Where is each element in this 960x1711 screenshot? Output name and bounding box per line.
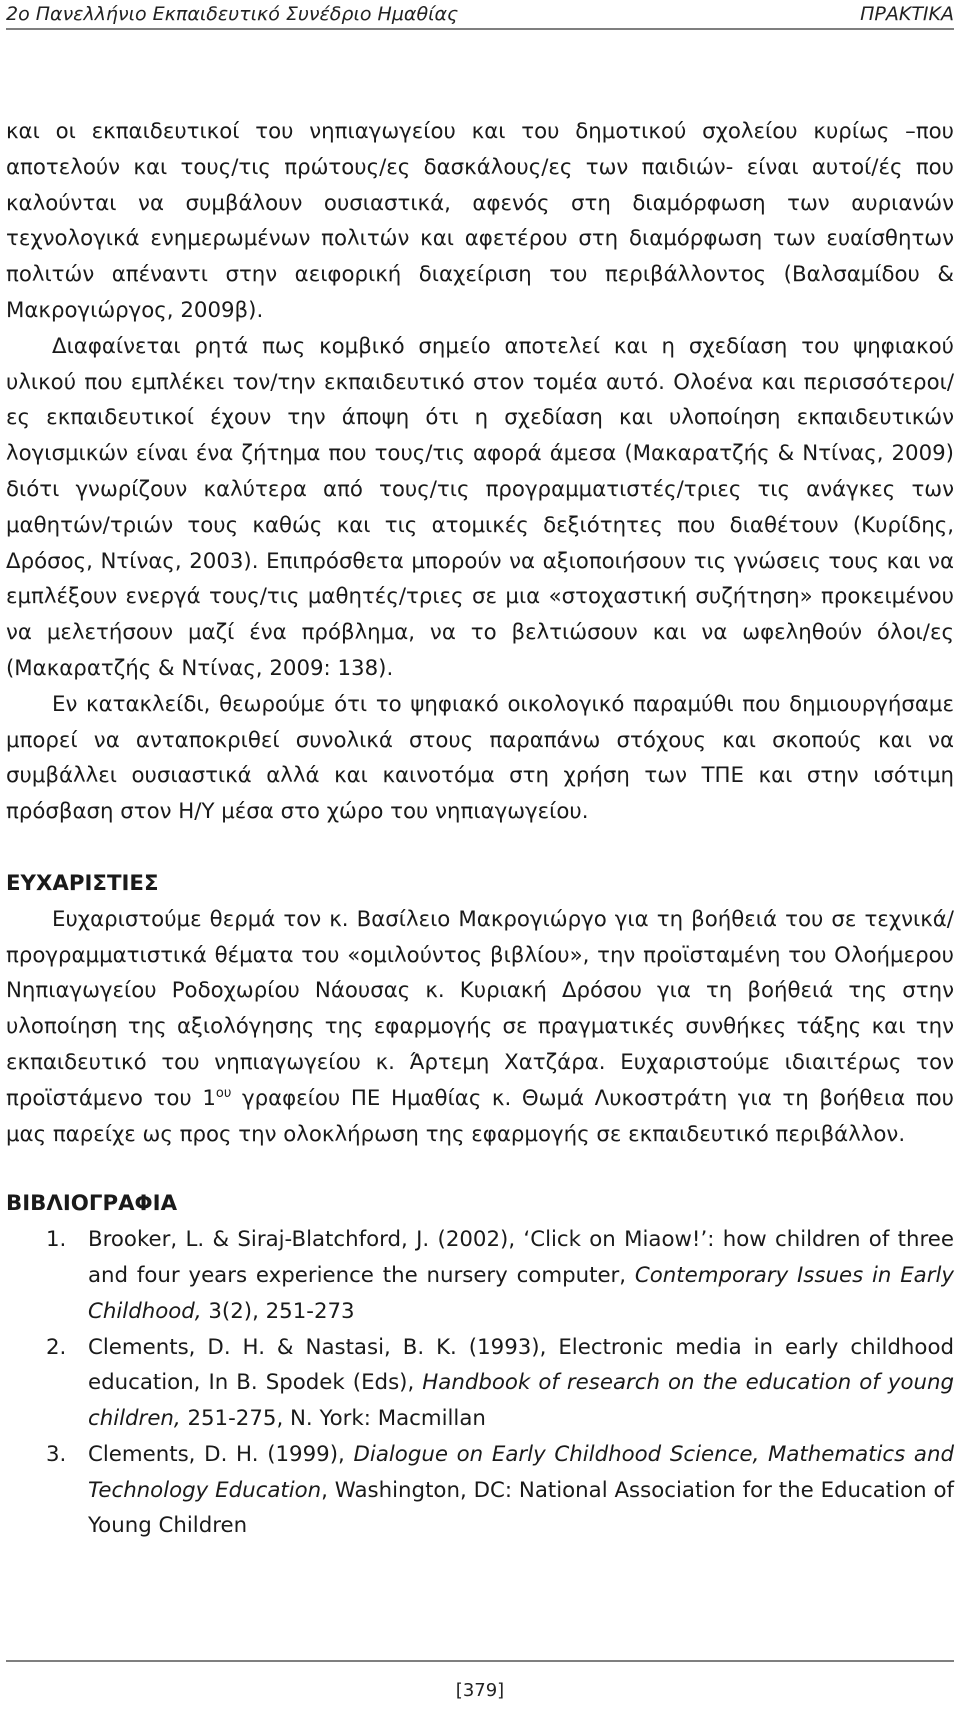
bibliography-number: 2. bbox=[46, 1334, 67, 1360]
reference-details: 251-275, N. York: Macmillan bbox=[180, 1406, 486, 1432]
bibliography-item-2 bbox=[6, 1330, 954, 1437]
body-paragraph-1: και οι εκπαιδευτικοί του νηπιαγωγείου και του δημοτικού σχολείου κυρίως –που αποτελούν και τους/τις πρώτους/ες δασκάλους/ες των παιδιών- είναι αυτοί/ές που καλούνται να συμβάλουν ουσιαστικά, αφενός στη διαμόρφωση των αυριανών τεχνολογικά ενημερωμένων πολιτών και αφετέρου στη διαμόρφωση των ευαίσθητων πολιτών απέναντι στην αειφορική διαχείριση του περιβάλλοντος (Βαλσαμίδου & Μακρογιώργος, 2009β). bbox=[6, 119, 954, 323]
page-number: [379] bbox=[455, 1680, 505, 1701]
bibliography-item-1 bbox=[6, 1222, 954, 1329]
conference-title: 2ο Πανελλήνιο Εκπαιδευτικό Συνέδριο Ημαθίας bbox=[6, 3, 459, 25]
acknowledgements-text-2: γραφείου ΠΕ Ημαθίας κ. Θωμά Λυκοστράτη για τη βοήθεια που μας παρείχε ως προς την ολοκλήρωση της εφαρμογής σε εκπαιδευτικό περιβάλλον. bbox=[6, 1085, 955, 1147]
reference-source: Dialogue on Early Childhood Science, Mathematics and Technology Education bbox=[88, 1441, 954, 1503]
reference-source: Handbook of research on the education of young children, bbox=[88, 1370, 954, 1432]
bibliography-number: 1. bbox=[46, 1227, 67, 1253]
acknowledgements-text-1: Ευχαριστούμε θερμά τον κ. Βασίλειο Μακρογιώργο για τη βοήθειά του σε τεχνικά/προγραμματιστικά θέματα του «ομιλούντος βιβλίου», την προϊσταμένη του Ολοήμερου Νηπιαγωγείου Ροδοχωρίου Νάουσας κ. Κυριακή Δρόσου για τη βοήθειά της στην υλοποίηση της αξιολόγησης της εφαρμογής σε πραγματικές συνθήκες τάξης και την εκπαιδευτικό του νηπιαγωγείου κ. Άρτεμη Χατζάρα. Ευχαριστούμε ιδιαιτέρως τον προϊστάμενο του 1 bbox=[6, 906, 954, 1111]
page-content bbox=[6, 114, 954, 1544]
proceedings-label: ΠΡΑΚΤΙΚΑ bbox=[860, 3, 954, 25]
reference-text: Clements, D. H. (1999), bbox=[88, 1441, 354, 1467]
reference-text: Brooker, L. & Siraj-Blatchford, J. (2002), ‘Click on Miaow!’: how children of three and four years experience the nursery computer, bbox=[88, 1227, 954, 1288]
bibliography-item-3 bbox=[6, 1437, 954, 1544]
bibliography-heading: ΒΙΒΛΙΟΓΡΑΦΙΑ bbox=[6, 1191, 178, 1217]
body-paragraph-2: Διαφαίνεται ρητά πως κομβικό σημείο αποτελεί και η σχεδίαση του ψηφιακού υλικού που εμπλέκει τον/την εκπαιδευτικό στον τομέα αυτό. Ολοένα και περισσότεροι/ες εκπαιδευτικοί έχουν την άποψη ότι η σχεδίαση και υλοποίηση εκπαιδευτικών λογισμικών είναι ένα ζήτημα που τους/τις αφορά άμεσα (Μακαρατζής & Ντίνας, 2009) διότι γνωρίζουν καλύτερα από τους/τις προγραμματιστές/τριες τις ανάγκες των μαθητών/τριών τους καθώς και τις ατομικές δεξιότητες που διαθέτουν (Κυρίδης, Δρόσος, Ντίνας, 2003). Επιπρόσθετα μπορούν να αξιοποιήσουν τις γνώσεις τους και να εμπλέξουν ενεργά τους/τις μαθητές/τριες σε μια «στοχαστική συζήτηση» προκειμένου να μελετήσουν μαζί ένα πρόβλημα, να το βελτιώσουν και να ωφεληθούν όλοι/ες (Μακαρατζής & Ντίνας, 2009: 138). bbox=[6, 333, 954, 681]
bibliography-list bbox=[6, 1222, 954, 1544]
acknowledgements-heading: ΕΥΧΑΡΙΣΤΙΕΣ bbox=[6, 870, 159, 896]
footer-divider bbox=[6, 1660, 954, 1662]
body-paragraph-3: Εν κατακλείδι, θεωρούμε ότι το ψηφιακό οικολογικό παραμύθι που δημιουργήσαμε μπορεί να ανταποκριθεί συνολικά στους παραπάνω στόχους και σκοπούς και να συμβάλλει ουσιαστικά αλλά και καινοτόμα στη χρήση των ΤΠΕ και στην ισότιμη πρόσβαση στον Η/Υ μέσα στο χώρο του νηπιαγωγείου. bbox=[6, 691, 954, 825]
page-header bbox=[6, 0, 954, 30]
reference-source: Contemporary Issues in Early Childhood, bbox=[88, 1262, 954, 1324]
reference-text: Clements, D. H. & Nastasi, B. K. (1993), Electronic media in early childhood education, In B. Spodek (Eds), bbox=[88, 1334, 954, 1396]
ordinal-superscript: ου bbox=[215, 1085, 232, 1101]
bibliography-number: 3. bbox=[46, 1441, 67, 1467]
reference-details: 3(2), 251-273 bbox=[201, 1298, 355, 1324]
reference-details: , Washington, DC: National Association for the Education of Young Children bbox=[88, 1477, 954, 1539]
acknowledgements-paragraph bbox=[6, 902, 954, 1153]
